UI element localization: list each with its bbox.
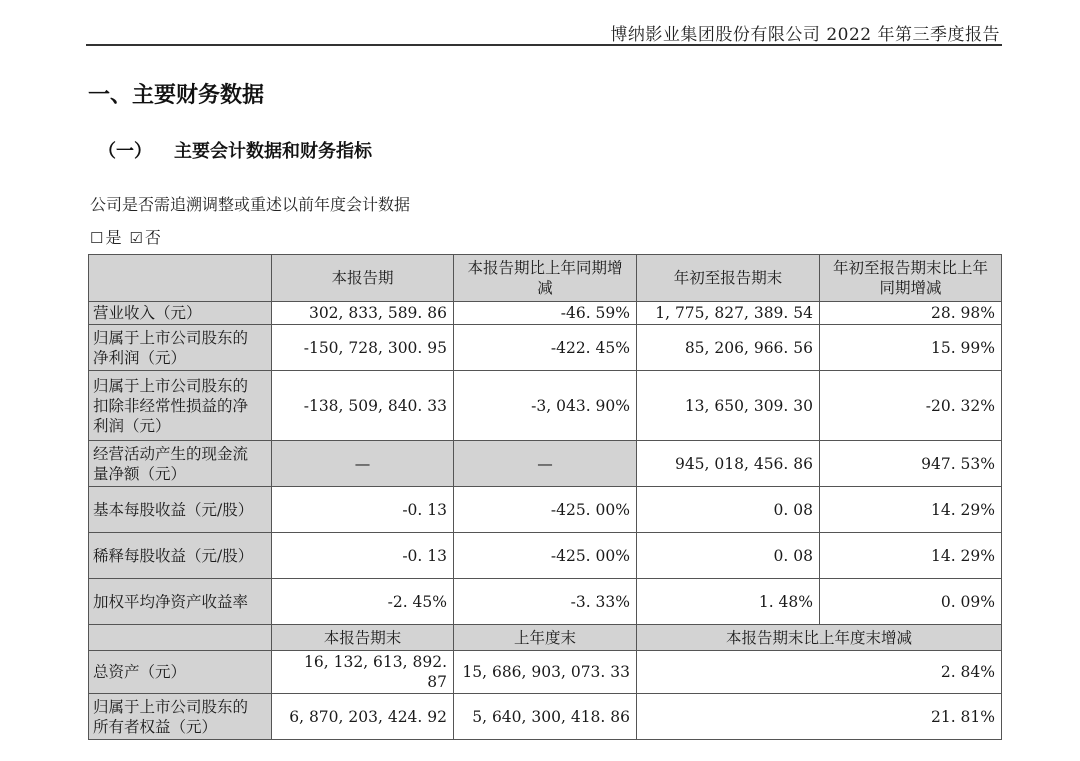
row-label: 加权平均净资产收益率 <box>89 579 272 625</box>
table-cell: 947. 53% <box>820 441 1002 487</box>
table-row <box>89 533 1002 579</box>
subsection-label: 主要会计数据和财务指标 <box>174 141 372 162</box>
table-header-cell: 本报告期 <box>272 255 454 302</box>
table-cell: 302, 833, 589. 86 <box>272 302 454 325</box>
table-header-cell: 年初至报告期末比上年同期增减 <box>820 255 1002 302</box>
option-yes-label: 是 <box>105 228 122 247</box>
table-cell: 0. 08 <box>637 533 820 579</box>
table-row <box>89 651 1002 694</box>
table-header-cell: 年初至报告期末 <box>637 255 820 302</box>
table-row <box>89 441 1002 487</box>
section-title: 一、主要财务数据 <box>88 83 265 108</box>
table-cell: -425. 00% <box>454 487 637 533</box>
row-label: 基本每股收益（元/股） <box>89 487 272 533</box>
table-row <box>89 487 1002 533</box>
row-label: 归属于上市公司股东的净利润（元） <box>89 325 272 371</box>
table-cell: 2. 84% <box>637 651 1002 694</box>
row-label: 归属于上市公司股东的所有者权益（元） <box>89 694 272 740</box>
table-row <box>89 325 1002 371</box>
subsection-number: （一） <box>98 141 152 162</box>
option-no-label: 否 <box>144 228 161 247</box>
table-cell: 15. 99% <box>820 325 1002 371</box>
table-row <box>89 371 1002 441</box>
table-cell: -46. 59% <box>454 302 637 325</box>
row-label: 总资产（元） <box>89 651 272 694</box>
table-cell: -0. 13 <box>272 533 454 579</box>
table-cell: -422. 45% <box>454 325 637 371</box>
table-cell: -3. 33% <box>454 579 637 625</box>
table-cell: -425. 00% <box>454 533 637 579</box>
checkbox-checked-icon: ☑ <box>129 229 143 247</box>
table-cell-empty: — <box>454 441 637 487</box>
table-header-cell: 上年度末 <box>454 625 637 651</box>
header-divider <box>86 44 1002 46</box>
table-header-cell <box>89 255 272 302</box>
table-cell-empty: — <box>272 441 454 487</box>
table-cell: 21. 81% <box>637 694 1002 740</box>
financial-data-table <box>88 254 1002 740</box>
table-header-cell <box>89 625 272 651</box>
table-cell: 16, 132, 613, 892. 87 <box>272 651 454 694</box>
table-row <box>89 302 1002 325</box>
restatement-question: 公司是否需追溯调整或重述以前年度会计数据 <box>90 195 411 214</box>
table-cell: -0. 13 <box>272 487 454 533</box>
row-label: 经营活动产生的现金流量净额（元） <box>89 441 272 487</box>
table-cell: 6, 870, 203, 424. 92 <box>272 694 454 740</box>
table-cell: 13, 650, 309. 30 <box>637 371 820 441</box>
subsection-title <box>98 137 372 163</box>
table-cell: 0. 08 <box>637 487 820 533</box>
checkbox-unchecked-icon: ☐ <box>90 229 104 247</box>
table-cell: 1. 48% <box>637 579 820 625</box>
table-cell: 85, 206, 966. 56 <box>637 325 820 371</box>
table-cell: -3, 043. 90% <box>454 371 637 441</box>
table-cell: 28. 98% <box>820 302 1002 325</box>
table-cell: -138, 509, 840. 33 <box>272 371 454 441</box>
table-cell: 1, 775, 827, 389. 54 <box>637 302 820 325</box>
table-cell: 5, 640, 300, 418. 86 <box>454 694 637 740</box>
table-header-row <box>89 255 1002 302</box>
table-header-cell: 本报告期末比上年度末增减 <box>637 625 1002 651</box>
row-label: 营业收入（元） <box>89 302 272 325</box>
row-label: 归属于上市公司股东的扣除非经常性损益的净利润（元） <box>89 371 272 441</box>
table-cell: -20. 32% <box>820 371 1002 441</box>
table-cell: 0. 09% <box>820 579 1002 625</box>
table-header-cell: 本报告期末 <box>272 625 454 651</box>
table-header-cell: 本报告期比上年同期增减 <box>454 255 637 302</box>
table-header-row <box>89 625 1002 651</box>
table-row <box>89 579 1002 625</box>
table-cell: 945, 018, 456. 86 <box>637 441 820 487</box>
restatement-options <box>90 225 161 248</box>
report-header: 博纳影业集团股份有限公司 2022 年第三季度报告 <box>610 25 1000 45</box>
table-cell: 15, 686, 903, 073. 33 <box>454 651 637 694</box>
table-cell: -2. 45% <box>272 579 454 625</box>
row-label: 稀释每股收益（元/股） <box>89 533 272 579</box>
table-cell: 14. 29% <box>820 533 1002 579</box>
table-cell: 14. 29% <box>820 487 1002 533</box>
table-cell: -150, 728, 300. 95 <box>272 325 454 371</box>
table-row <box>89 694 1002 740</box>
